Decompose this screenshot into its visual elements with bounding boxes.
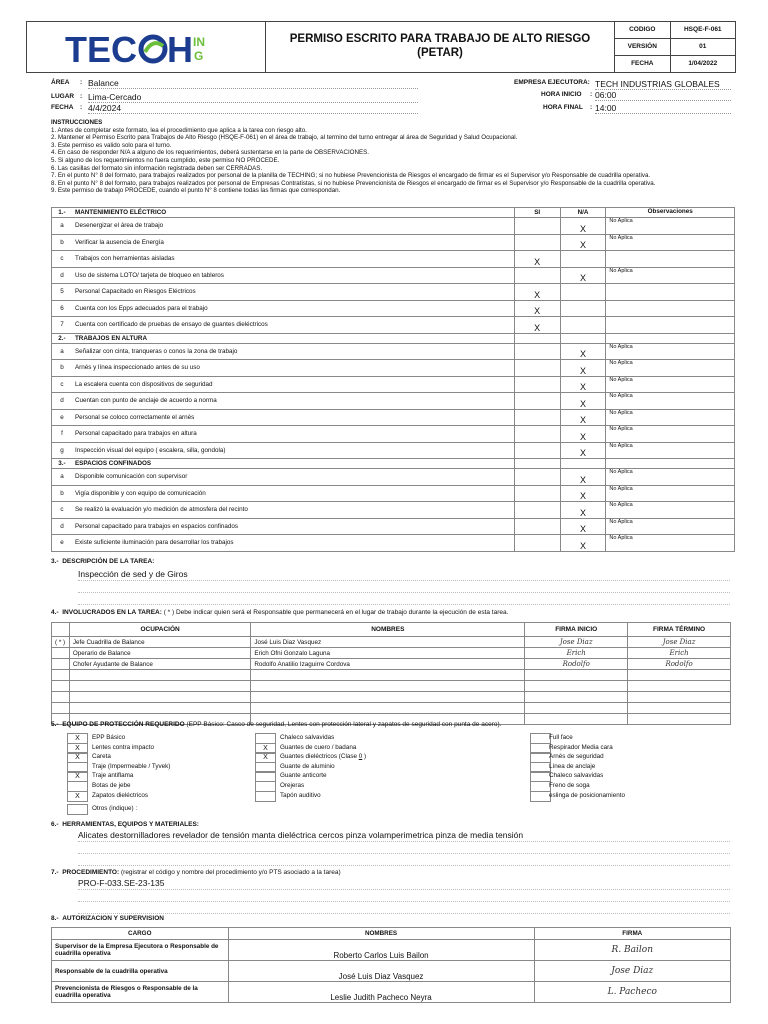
na-checkbox[interactable]: X xyxy=(560,442,606,459)
epp-label: Línea de anclaje xyxy=(549,762,596,770)
si-checkbox[interactable] xyxy=(514,234,560,251)
si-checkbox[interactable] xyxy=(514,360,560,377)
empresa-label: EMPRESA EJECUTORA: xyxy=(514,79,590,86)
col-cargo: CARGO xyxy=(52,928,229,940)
checklist-item-text: Personal se coloco correctamente el arnés xyxy=(72,409,514,426)
cargo-cell: Responsable de la cuadrilla operativa xyxy=(52,961,229,982)
responsable-mark xyxy=(52,659,70,670)
na-checkbox[interactable]: X xyxy=(560,502,606,519)
herramientas-title: 6.- HERRAMIENTAS, EQUIPOS Y MATERIALES: xyxy=(51,821,199,828)
descripcion-line xyxy=(78,582,730,593)
instructions-title: INSTRUCCIONES xyxy=(51,119,103,126)
si-checkbox[interactable] xyxy=(514,376,560,393)
checklist-row: b Vigía disponible y con equipo de comunicación X No Aplica xyxy=(52,485,735,502)
col-observaciones: Observaciones xyxy=(606,208,735,218)
lugar-field[interactable]: Lima-Cercado xyxy=(88,92,418,103)
epp-item: Guantes dieléctricos (Clase 0 ) xyxy=(280,753,367,761)
signature: Jose Diaz xyxy=(611,966,654,976)
signature: Jose Diaz xyxy=(662,638,696,646)
signature: Erich xyxy=(669,649,689,657)
epp-item xyxy=(280,792,321,799)
si-checkbox[interactable] xyxy=(514,485,560,502)
epp-item xyxy=(549,734,573,741)
autorizacion-row xyxy=(52,982,731,1003)
instruction-line: 3. Este permiso es valido solo para el turno. xyxy=(51,141,172,149)
procedimiento-title: 7.- PROCEDIMIENTO: (registrar el código y nombre del procedimiento y/o PTS asociado a la tarea) xyxy=(51,869,341,876)
clase-value[interactable]: 0 xyxy=(358,753,363,761)
autorizacion-row xyxy=(52,940,731,961)
firma-cell[interactable] xyxy=(534,982,730,1003)
checklist-item-text: Vigía disponible y con equipo de comunicación xyxy=(72,485,514,502)
epp-label: EPP Básico xyxy=(92,734,126,741)
title-line-1: PERMISO ESCRITO PARA TRABAJO DE ALTO RIESGO xyxy=(289,33,591,45)
checklist-row: d Personal capacitado para trabajos en espacios confinados X No Aplica xyxy=(52,518,735,535)
codigo-row: CODIGO HSQE-F-061 xyxy=(615,22,735,39)
svg-text:H: H xyxy=(167,29,193,68)
col-nombres: NOMBRES xyxy=(228,928,534,940)
si-checkbox[interactable]: X xyxy=(514,251,560,268)
epp-label: Botas de jebe xyxy=(92,782,131,789)
na-checkbox[interactable]: X xyxy=(560,234,606,251)
epp-checkbox[interactable]: X xyxy=(67,743,88,754)
lugar-label: LUGAR xyxy=(51,93,75,100)
section-header: 3.- ESPACIOS CONFINADOS xyxy=(52,459,735,469)
signature: Rodolfo xyxy=(665,660,693,668)
si-checkbox[interactable] xyxy=(514,469,560,486)
checklist-row: 6 Cuenta con los Epps adecuados para el trabajo X xyxy=(52,300,735,317)
cargo-cell: Supervisor de la Empresa Ejecutora o Responsable de cuadrilla operativa xyxy=(52,940,229,961)
checklist-item-text: Se realizó la evaluación y/o medición de atmosfera del recinto xyxy=(72,502,514,519)
epp-label: Arnés de seguridad xyxy=(549,753,604,761)
si-checkbox[interactable]: X xyxy=(514,317,560,334)
procedimiento-field[interactable]: PRO-F-033.SE-23-135 xyxy=(78,878,730,890)
empty-row xyxy=(52,670,731,681)
observation-field[interactable]: No Aplica xyxy=(606,535,735,552)
descripcion-line xyxy=(78,594,730,605)
involucrados-title: 4.- INVOLUCRADOS EN LA TAREA: ( * ) Debe indicar quien será el Responsable que permanecerá en el lugar de trabajo durante la ejecución de esta tarea. xyxy=(51,609,509,616)
epp-item xyxy=(92,753,111,760)
checklist-row: a Disponible comunicación con supervisor X No Aplica xyxy=(52,469,735,486)
checklist-item-text: Personal capacitado para trabajos en altura xyxy=(72,426,514,443)
epp-checkbox[interactable]: X xyxy=(255,743,276,754)
na-checkbox[interactable] xyxy=(560,317,606,334)
col-firma-inicio: FIRMA INICIO xyxy=(525,623,628,637)
nombre-cell[interactable]: Rodolfo Anatilio Izaguirre Cordova xyxy=(251,659,525,670)
instruction-line: 4. En caso de responder N/A a alguno de los requerimientos, deberá sustentarse en la parte de OBSERVACIONES. xyxy=(51,149,369,157)
epp-item xyxy=(280,734,334,741)
col-si: SI xyxy=(514,208,560,218)
epp-item xyxy=(92,792,148,799)
observation-field[interactable]: No Aplica xyxy=(606,485,735,502)
involucrado-row xyxy=(52,648,731,659)
epp-item xyxy=(92,782,131,789)
observation-field[interactable]: No Aplica xyxy=(606,360,735,377)
epp-title: 5.- EQUIPO DE PROTECCIÓN REQUERIDO (EPP Básico: Casco de seguridad, Lentes con protección lateral y zapatos de seguridad con punta de acero). xyxy=(51,721,502,728)
checklist-item-text: Señalizar con cinta, tranqueras o conos la zona de trabajo xyxy=(72,343,514,360)
epp-checkbox[interactable]: X xyxy=(67,752,88,763)
nombre-cell[interactable]: Roberto Carlos Luis Bailon xyxy=(228,940,534,961)
version-row: VERSIÓN 01 xyxy=(615,39,735,56)
otros-label: Otros (indique) : xyxy=(92,805,138,812)
firma-cell[interactable] xyxy=(534,961,730,982)
instruction-line: 6. Las casillas del formato sin información registrada deben ser CERRADAS. xyxy=(51,164,263,172)
col-ocupacion: OCUPACIÓN xyxy=(69,623,251,637)
epp-label: Careta xyxy=(92,753,111,761)
na-checkbox[interactable]: X xyxy=(560,376,606,393)
observation-field[interactable]: No Aplica xyxy=(606,234,735,251)
na-checkbox[interactable]: X xyxy=(560,218,606,235)
checklist-row: b Verificar la ausencia de Energía X No Aplica xyxy=(52,234,735,251)
fecha-field[interactable]: 4/4/2024 xyxy=(88,103,418,114)
hora-final-field[interactable]: 14:00 xyxy=(595,103,731,114)
firma-cell[interactable] xyxy=(534,940,730,961)
observation-field[interactable]: No Aplica xyxy=(606,409,735,426)
instruction-line: 7. En el punto N° 8 del formato, para trabajos realizados por personal de la planilla de TECHING; si no hubiese Prevencionista de Riesgos el encargado de firmar es el Supervisor y/o Responsable de cuadrilla operativa. xyxy=(51,172,651,180)
instruction-line: 1. Antes de completar este formato, lea el procedimiento que aplica a la tarea con riesgo alto. xyxy=(51,126,307,134)
involucrados-table xyxy=(51,622,731,725)
si-checkbox[interactable] xyxy=(514,343,560,360)
checklist-row: c Trabajos con herramientas aisladas X xyxy=(52,251,735,268)
checklist-item-text: Trabajos con herramientas aisladas xyxy=(72,251,514,268)
observation-field[interactable] xyxy=(606,317,735,334)
epp-checkbox[interactable]: X xyxy=(255,752,276,763)
checklist-row: e Existe suficiente iluminación para desarrollar los trabajos X No Aplica xyxy=(52,535,735,552)
na-checkbox[interactable]: X xyxy=(560,485,606,502)
checklist-row: g Inspección visual del equipo ( escalera, silla, gondola) X No Aplica xyxy=(52,442,735,459)
epp-label: Guante anticorte xyxy=(280,772,327,780)
firma-termino-cell[interactable] xyxy=(628,648,731,659)
checklist-row: a Señalizar con cinta, tranqueras o conos la zona de trabajo X No Aplica xyxy=(52,343,735,360)
herramientas-line xyxy=(78,843,730,854)
checklist-item-text: Arnés y línea inspeccionado antes de su uso xyxy=(72,360,514,377)
autorizacion-table xyxy=(51,927,731,1003)
otros-checkbox[interactable] xyxy=(67,804,88,815)
instruction-line: 5. Si alguno de los requerimientos no fuera cumplido, este permiso NO PROCEDE. xyxy=(51,156,280,164)
checklist-row: c La escalera cuenta con dispositivos de seguridad X No Aplica xyxy=(52,376,735,393)
na-checkbox[interactable] xyxy=(560,251,606,268)
responsable-mark xyxy=(52,648,70,659)
si-checkbox[interactable] xyxy=(514,535,560,552)
section-title: ESPACIOS CONFINADOS xyxy=(72,459,514,469)
fecha-label: FECHA xyxy=(51,104,74,111)
epp-label: Lentes contra impacto xyxy=(92,743,154,751)
empty-row xyxy=(52,692,731,703)
petar-form: TEC H IN G PERMISO ESCRITO PARA TRABAJO DE ALTO RIESGO (PETAR) CODIGO HSQE-F-061 VERSIÓN 01 FECHA 1/04/2022 ÁREA : Balance LUGAR : Lima-Cercado FECHA : 4/4/2024 EMPRESA EJECUTORA: TECH INDUSTRIAS GLOBALES HORA INICIO : 06:00 HORA FINAL : 14:00 INSTRUCCIONES 1. Antes de completar este formato, lea el procedimiento que aplica a la tarea con riesgo alto. 2. Mantener el Permiso Escrito para Trabajos de Alto Riesgo (HSQE-F-061) en el área de trabajo, al termino del turno entregar al área de Seguridad y Salud Ocupacional. 3. Este permiso es valido solo para el turno. 4. En caso de responder N/A a alguno de los requerimientos, deberá sustentarse en la parte de OBSERVACIONES. 5. Si alguno de los requerimientos no fuera cumplido, este permiso NO PROCEDE. 6. Las casillas del formato sin información registrada deben ser CERRADAS. 7. En el punto N° 8 del formato, para trabajos realizados por personal de la planilla de TECHING; si no hubiese Prevencionista de Riesgos el encargado de firmar es el Supervisor y/o Responsable de cuadrilla operativa. 8. En el punto N° 8 del formato, para trabajos realizados por personal de Empresas Contratistas, si no hubiese Prevencionista de Riesgos el encargado de firmar es el Supervisor y/o Responsable de la cuadrilla operativa. 9. Este permiso de trabajo PROCEDE, cuando el punto N° 8 contiene todas las firmas que correspondan. 1.- MANTENIMIENTO ELÉCTRICO SI N/A Observaciones a Desenergizar el área de trabajo X No Aplica b Verificar la ausencia de Energía X No Aplica c Trabajos con herramientas aisladas X d Uso de sistema LOTO/ tarjeta de bloqueo en tableros X No Aplica 5 Personal Capacitado en Riesgos Eléctricos X 6 Cuenta con los Epps adecuados para el trabajo X 7 Cuenta con certificado de pruebas de ensayo de guantes dieléctricos X 2.- TRABAJOS EN ALTURA a Señalizar con cinta, tranqueras o conos la zona de trabajo X No Aplica b Arnés y línea inspeccionado antes de su uso X No Aplica c La escalera cuenta con dispositivos de seguridad X No Aplica d Cuentan con punto de anclaje de acuerdo a norma X No Aplica e Personal se coloco correctamente el arnés X No Aplica f Personal capacitado para trabajos en altura X No Aplica g Inspección visual del equipo ( escalera, silla, gondola) X No Aplica 3.- ESPACIOS CONFINADOS a Disponible comunicación con supervisor X No Aplica b Vigía disponible y con equipo de comunicación X No Aplica c Se realizó la evaluación y/o medición de atmosfera del recinto X No Aplica d Personal capacitado para trabajos en espacios confinados X No Aplica e Existe suficiente iluminación para desarrollar los trabajos X No Aplica 3.- DESCRIPCIÓN DE LA TAREA: Inspección de sed y de Giros 4.- INVOLUCRADOS EN LA TAREA: ( * ) Debe indicar quien será el Responsable que permanecerá en el lugar de trabajo durante la ejecución de esta tarea. OCUPACIÓN NOMBRES FIRMA INICIO FIRMA TÉRMINO ( * ) Jefe Cuadrilla de Balance José Luis Diaz Vasquez Jose Diaz Jose Diaz Operario de Balance Erich Ofni Gonzalo Laguna Erich Erich Chofer Ayudante de Balance Rodolfo Anatilio Izaguirre Cordova Rodolfo Rodolfo 5.- EQUIPO DE PROTECCIÓN REQUERIDO (EPP Básico: Casco de seguridad, Lentes con protección lateral y zapatos de seguridad con punta de acero). X EPP Básico X Lentes contra impacto X Careta Traje (Impermeable / Tyvek) X Traje antiflama Botas de jebe X Zapatos dieléctricos Chaleco salvavidas X Guantes de cuero / badana X Guantes dieléctricos (Clase 0 ) Guante de aluminio Guante anticorte Orejeras Tapón auditivo Full face Respirador Media cara Arnés de seguridad Línea de anclaje Chaleco salvavidas Freno de soga eslinga de posicionamiento Otros (indique) : 6.- HERRAMIENTAS, EQUIPOS Y MATERIALES: Alicates destornilladores revelador de tensión manta dieléctrica cercos pinza volamperimetrica pinza de media tensión 7.- PROCEDIMIENTO: (registrar el código y nombre del procedimiento y/o PTS asociado a la tarea) PRO-F-033.SE-23-135 8.- AUTORIZACION Y SUPERVISION CARGO NOMBRES FIRMA Supervisor de la Empresa Ejecutora o Responsable de cuadrilla operativa Roberto Carlos Luis Bailon R. Bailon Responsable de la cuadrilla operativa José Luis Diaz Vasquez Jose Diaz Prevencionista de Riesgos o Responsable de la cuadrilla operativa Leslie Judith Pacheco Neyra L. Pacheco xyxy=(0,0,768,1024)
epp-label: Chaleco salvavidas xyxy=(280,734,335,741)
si-checkbox[interactable] xyxy=(514,442,560,459)
checklist-item-text: Uso de sistema LOTO/ tarjeta de bloqueo en tableros xyxy=(72,267,514,284)
observation-field[interactable]: No Aplica xyxy=(606,218,735,235)
nombre-cell[interactable]: Leslie Judith Pacheco Neyra xyxy=(228,982,534,1003)
na-checkbox[interactable]: X xyxy=(560,343,606,360)
checklist-item-text: Personal capacitado para trabajos en espacios confinados xyxy=(72,518,514,535)
ocupacion-cell[interactable]: Chofer Ayudante de Balance xyxy=(69,659,251,670)
checklist-item-text: La escalera cuenta con dispositivos de seguridad xyxy=(72,376,514,393)
epp-label: Traje antiflama xyxy=(92,772,134,780)
descripcion-field[interactable]: Inspección de sed y de Giros xyxy=(78,569,730,581)
section-header: 1.- MANTENIMIENTO ELÉCTRICO SI N/A Observaciones xyxy=(52,208,735,218)
firma-inicio-cell[interactable] xyxy=(525,659,628,670)
nombre-cell[interactable]: José Luis Diaz Vasquez xyxy=(228,961,534,982)
checklist-item-text: Verificar la ausencia de Energía xyxy=(72,234,514,251)
epp-label: Full face xyxy=(549,734,573,741)
epp-item xyxy=(280,744,356,751)
cargo-cell: Prevencionista de Riesgos o Responsable de la cuadrilla operativa xyxy=(52,982,229,1003)
epp-item xyxy=(92,772,133,779)
epp-item xyxy=(549,744,613,751)
observation-field[interactable]: No Aplica xyxy=(606,518,735,535)
col-na: N/A xyxy=(560,208,606,218)
fecha-row: FECHA 1/04/2022 xyxy=(615,56,735,72)
epp-label: Guante de aluminio xyxy=(280,762,335,770)
svg-text:G: G xyxy=(194,49,204,63)
epp-label: Respirador Media cara xyxy=(549,743,613,751)
herramientas-field[interactable]: Alicates destornilladores revelador de tensión manta dieléctrica cercos pinza volamperimetrica pinza de media tensión xyxy=(78,830,730,842)
epp-item xyxy=(92,734,125,741)
responsable-mark: ( * ) xyxy=(52,637,70,648)
involucrado-row xyxy=(52,637,731,648)
observation-field[interactable]: No Aplica xyxy=(606,267,735,284)
epp-label: Zapatos dieléctricos xyxy=(92,791,148,799)
observation-field[interactable]: No Aplica xyxy=(606,376,735,393)
na-checkbox[interactable] xyxy=(560,300,606,317)
firma-inicio-cell[interactable] xyxy=(525,637,628,648)
si-checkbox[interactable] xyxy=(514,426,560,443)
epp-checkbox[interactable] xyxy=(255,791,276,802)
epp-item xyxy=(280,782,304,789)
observation-field[interactable]: No Aplica xyxy=(606,393,735,410)
autorizacion-row xyxy=(52,961,731,982)
epp-item xyxy=(280,772,327,779)
checklist-item-text: Desenergizar el área de trabajo xyxy=(72,218,514,235)
si-checkbox[interactable]: X xyxy=(514,284,560,301)
na-checkbox[interactable]: X xyxy=(560,518,606,535)
epp-label: Freno de soga xyxy=(549,782,590,789)
herramientas-line xyxy=(78,855,730,866)
observation-field[interactable]: No Aplica xyxy=(606,502,735,519)
col-nombres: NOMBRES xyxy=(251,623,525,637)
epp-label: Chaleco salvavidas xyxy=(549,772,604,780)
hora-final-label: HORA FINAL xyxy=(543,104,583,111)
observation-field[interactable]: No Aplica xyxy=(606,343,735,360)
form-header xyxy=(26,21,736,73)
area-label: ÁREA xyxy=(51,79,70,86)
na-checkbox[interactable]: X xyxy=(560,426,606,443)
na-checkbox[interactable]: X xyxy=(560,360,606,377)
checklist-row: 7 Cuenta con certificado de pruebas de ensayo de guantes dieléctricos X xyxy=(52,317,735,334)
observation-field[interactable]: No Aplica xyxy=(606,442,735,459)
svg-text:TEC: TEC xyxy=(65,29,137,68)
empty-row xyxy=(52,681,731,692)
si-checkbox[interactable] xyxy=(514,502,560,519)
epp-item xyxy=(92,763,170,770)
checklist-row: 5 Personal Capacitado en Riesgos Eléctricos X xyxy=(52,284,735,301)
epp-item xyxy=(549,763,595,770)
document-codes xyxy=(615,22,735,72)
involucrado-row xyxy=(52,659,731,670)
na-checkbox[interactable] xyxy=(560,284,606,301)
epp-label: eslinga de posicionamiento xyxy=(549,791,625,799)
nombre-cell[interactable]: José Luis Diaz Vasquez xyxy=(251,637,525,648)
company-logo xyxy=(65,28,265,68)
checklist-row: f Personal capacitado para trabajos en altura X No Aplica xyxy=(52,426,735,443)
firma-termino-cell[interactable] xyxy=(628,659,731,670)
title-line-2: (PETAR) xyxy=(417,47,463,59)
checklist-item-text: Cuenta con certificado de pruebas de ensayo de guantes dieléctricos xyxy=(72,317,514,334)
ocupacion-cell[interactable]: Jefe Cuadrilla de Balance xyxy=(69,637,251,648)
observation-field[interactable] xyxy=(606,284,735,301)
observation-field[interactable] xyxy=(606,300,735,317)
epp-checkbox[interactable]: X xyxy=(67,791,88,802)
form-title xyxy=(265,22,615,72)
empty-row xyxy=(52,703,731,714)
instructions xyxy=(51,119,741,195)
checklist-row: d Cuentan con punto de anclaje de acuerdo a norma X No Aplica xyxy=(52,393,735,410)
area-field[interactable]: Balance xyxy=(88,78,418,89)
procedimiento-line xyxy=(78,903,730,914)
signature: Rodolfo xyxy=(562,660,590,668)
instruction-line: 2. Mantener el Permiso Escrito para Trabajos de Alto Riesgo (HSQE-F-061) en el área de trabajo, al termino del turno entregar al área de Seguridad y Salud Ocupacional. xyxy=(51,134,518,142)
si-checkbox[interactable] xyxy=(514,267,560,284)
hora-inicio-label: HORA INICIO xyxy=(541,91,582,98)
epp-item xyxy=(549,792,625,799)
epp-item xyxy=(280,763,335,770)
na-checkbox[interactable]: X xyxy=(560,409,606,426)
checklist-row: e Personal se coloco correctamente el arnés X No Aplica xyxy=(52,409,735,426)
section-title: MANTENIMIENTO ELÉCTRICO xyxy=(72,208,514,218)
observation-field[interactable]: No Aplica xyxy=(606,426,735,443)
section-header: 2.- TRABAJOS EN ALTURA xyxy=(52,333,735,343)
checklist-item-text: Inspección visual del equipo ( escalera, silla, gondola) xyxy=(72,442,514,459)
checklist-table xyxy=(51,207,735,552)
firma-inicio-cell[interactable] xyxy=(525,648,628,659)
epp-item xyxy=(549,782,590,789)
si-checkbox[interactable] xyxy=(514,518,560,535)
col-firma: FIRMA xyxy=(534,928,730,940)
nombre-cell[interactable]: Erich Ofni Gonzalo Laguna xyxy=(251,648,525,659)
signature: Erich xyxy=(566,649,586,657)
epp-checkbox[interactable] xyxy=(530,791,551,802)
checklist-row: b Arnés y línea inspeccionado antes de su uso X No Aplica xyxy=(52,360,735,377)
checklist-item-text: Personal Capacitado en Riesgos Eléctricos xyxy=(72,284,514,301)
ocupacion-cell[interactable]: Operario de Balance xyxy=(69,648,251,659)
epp-item xyxy=(549,772,603,779)
na-checkbox[interactable]: X xyxy=(560,267,606,284)
na-checkbox[interactable]: X xyxy=(560,469,606,486)
signature: Jose Diaz xyxy=(559,638,593,646)
epp-label: Guantes dieléctricos (Clase xyxy=(280,753,357,761)
epp-label: Guantes de cuero / badana xyxy=(280,743,357,751)
empresa-field[interactable]: TECH INDUSTRIAS GLOBALES xyxy=(595,79,731,90)
checklist-row: d Uso de sistema LOTO/ tarjeta de bloqueo en tableros X No Aplica xyxy=(52,267,735,284)
si-checkbox[interactable] xyxy=(514,393,560,410)
epp-checkbox[interactable]: X xyxy=(67,771,88,782)
procedimiento-line xyxy=(78,891,730,902)
observation-field[interactable] xyxy=(606,251,735,268)
col-firma-termino: FIRMA TÉRMINO xyxy=(628,623,731,637)
epp-checkbox[interactable]: X xyxy=(67,733,88,744)
firma-termino-cell[interactable] xyxy=(628,637,731,648)
epp-label: Tapón auditivo xyxy=(280,791,321,799)
instruction-line: 9. Este permiso de trabajo PROCEDE, cuando el punto N° 8 contiene todas las firmas que correspondan. xyxy=(51,187,341,195)
epp-label: Orejeras xyxy=(280,782,305,789)
epp-item xyxy=(549,753,604,760)
instruction-line: 8. En el punto N° 8 del formato, para trabajos realizados por personal de Empresas Contratistas, si no hubiese Prevencionista de Riesgos el encargado de firmar es el Supervisor y/o Responsable de la cuadrilla operativa. xyxy=(51,179,656,187)
signature: L. Pacheco xyxy=(607,987,657,997)
checklist-item-text: Existe suficiente iluminación para desarrollar los trabajos xyxy=(72,535,514,552)
checklist-item-text: Cuentan con punto de anclaje de acuerdo a norma xyxy=(72,393,514,410)
checklist-item-text: Disponible comunicación con supervisor xyxy=(72,469,514,486)
hora-inicio-field[interactable]: 06:00 xyxy=(595,90,731,101)
na-checkbox[interactable]: X xyxy=(560,535,606,552)
checklist-row: a Desenergizar el área de trabajo X No Aplica xyxy=(52,218,735,235)
checklist-row: c Se realizó la evaluación y/o medición de atmosfera del recinto X No Aplica xyxy=(52,502,735,519)
si-checkbox[interactable]: X xyxy=(514,300,560,317)
observation-field[interactable]: No Aplica xyxy=(606,469,735,486)
checklist-item-text: Cuenta con los Epps adecuados para el trabajo xyxy=(72,300,514,317)
epp-item xyxy=(92,744,154,751)
autorizacion-title: 8.- AUTORIZACION Y SUPERVISION xyxy=(51,915,164,922)
epp-label: Traje (Impermeable / Tyvek) xyxy=(92,762,171,770)
section-title: TRABAJOS EN ALTURA xyxy=(72,333,514,343)
descripcion-title: 3.- DESCRIPCIÓN DE LA TAREA: xyxy=(51,558,155,565)
na-checkbox[interactable]: X xyxy=(560,393,606,410)
svg-text:IN: IN xyxy=(193,35,205,49)
si-checkbox[interactable] xyxy=(514,409,560,426)
si-checkbox[interactable] xyxy=(514,218,560,235)
signature: R. Bailon xyxy=(611,945,653,955)
